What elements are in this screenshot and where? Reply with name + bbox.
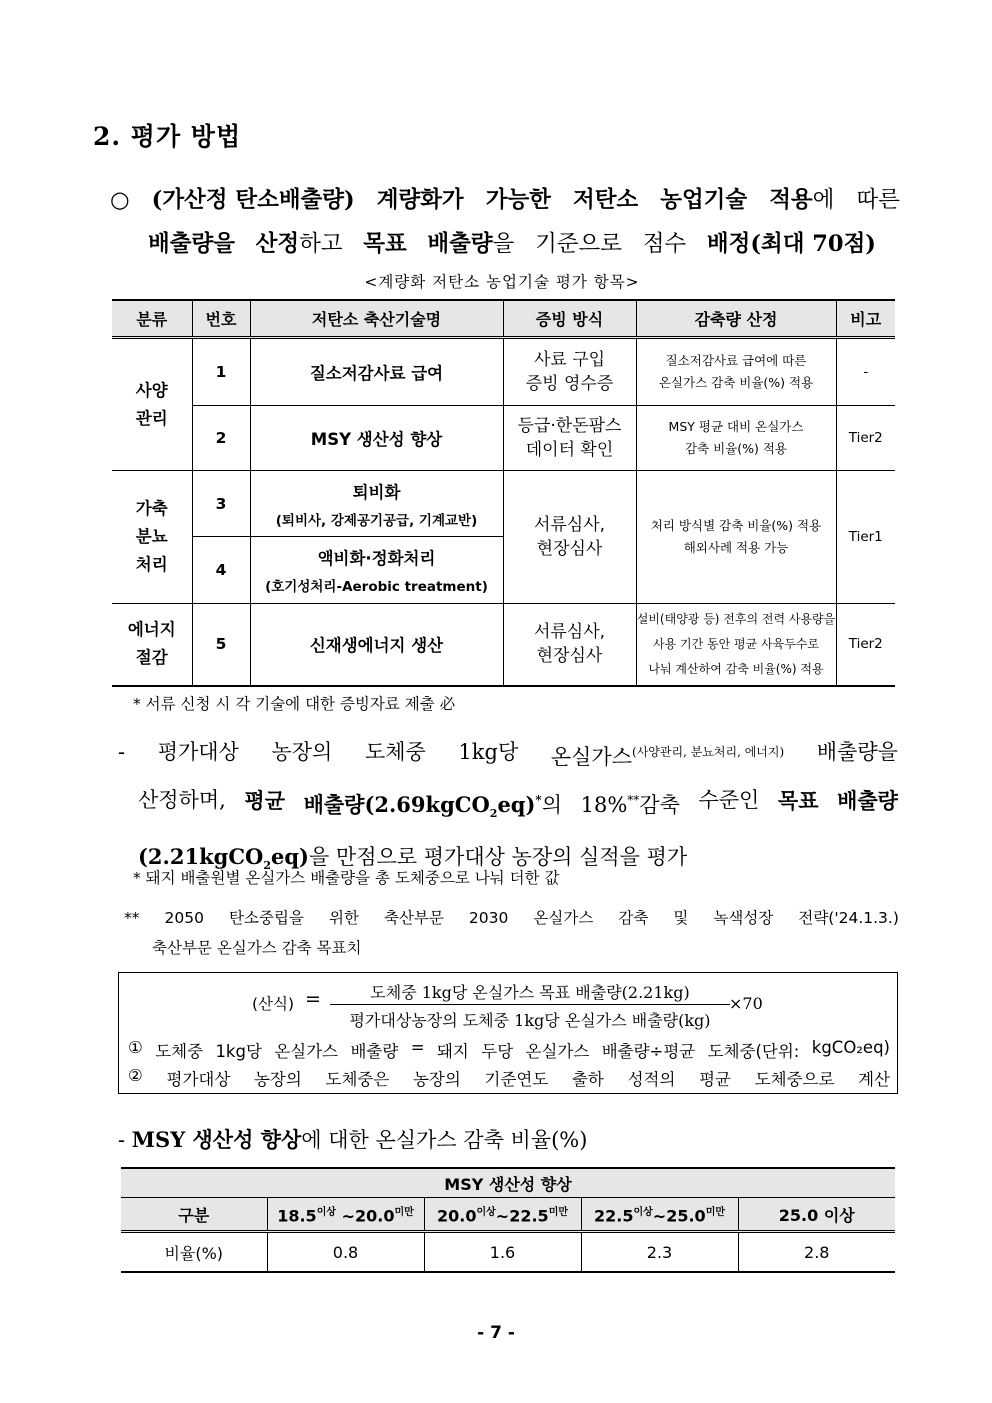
category-cell: 사양 관리 <box>112 338 192 471</box>
dash-marker: - <box>118 740 126 764</box>
word: 도체중 <box>364 740 426 764</box>
word: 따른 <box>856 187 900 213</box>
formula-multiplier: ×70 <box>729 994 763 1013</box>
value-cell: 1.6 <box>424 1232 581 1273</box>
word: 배출량÷평균 <box>601 1042 696 1061</box>
table-title-row <box>121 1168 895 1198</box>
number-cell: 2 <box>192 406 250 471</box>
word: 온실가스 <box>274 1042 339 1061</box>
word: 전략('24.1.3.) <box>798 909 899 927</box>
table-row <box>121 1232 895 1273</box>
word: ② <box>128 1066 143 1085</box>
range-header: $22.5^{이상}\sim 25.0^{미만}$ <box>581 1198 738 1232</box>
column-header: 구분 <box>121 1198 267 1232</box>
formula-equals: = <box>305 988 321 1010</box>
range-header: 25.0 이상 <box>738 1198 895 1232</box>
word: 배출량(2.69kgCO$_2$eq)*의 <box>303 792 562 821</box>
table-header-row <box>121 1198 895 1232</box>
tech-name: 퇴비화 <box>352 482 401 502</box>
evidence-cell: 등급·한돈팜스 데이터 확인 <box>503 406 636 471</box>
row-label: 비율(%) <box>121 1232 267 1273</box>
word: 목표 <box>363 231 407 257</box>
number-cell: 1 <box>192 338 250 406</box>
evaluation-items-table <box>112 299 895 687</box>
word: 평균 <box>699 1070 731 1089</box>
table-caption: <계량화 저탄소 농업기술 평가 항목> <box>364 273 640 291</box>
calc-cell: 설비(태양광 등) 전후의 전력 사용량을 사용 기간 동안 평균 사육두수로 나눠 계산하여 감축 비율(%) 적용 <box>636 604 836 686</box>
word: 기준연도 <box>484 1070 549 1089</box>
note-cell: Tier2 <box>836 604 895 686</box>
word: 평가대상 <box>157 740 239 764</box>
word: ① <box>128 1038 143 1057</box>
word: 출하 <box>571 1070 604 1089</box>
note-cell: Tier1 <box>836 471 895 604</box>
column-header: 증빙 방식 <box>503 300 636 338</box>
note-cell: - <box>836 338 895 406</box>
calc-cell: MSY 평균 대비 온실가스 감축 비율(%) 적용 <box>636 406 836 471</box>
table-row <box>112 604 895 686</box>
line: (2.21kgCO$_2$eq)을 만점으로 평가대상 농장의 실적을 평가 <box>138 844 688 873</box>
tech-name-cell <box>250 471 503 537</box>
word: kgCO₂eq) <box>811 1038 890 1057</box>
formula-label: (산식) <box>252 995 295 1013</box>
range-header: $20.0^{이상}\sim 22.5^{미만}$ <box>424 1198 581 1232</box>
evidence-cell: 서류심사, 현장심사 <box>503 604 636 686</box>
table-row <box>112 406 895 471</box>
formula-denominator: 평가대상농장의 도체중 1kg당 온실가스 배출량(kg) <box>349 1011 711 1030</box>
tech-name-cell: 신재생에너지 생산 <box>250 604 503 686</box>
tech-name-cell: 질소저감사료 급여 <box>250 338 503 406</box>
word: 축산부문 <box>383 909 444 927</box>
evidence-cell: 서류심사, 현장심사 <box>503 471 636 604</box>
word: 저탄소 <box>572 187 639 213</box>
dash-paragraph <box>118 731 898 887</box>
category-cell: 에너지 절감 <box>112 604 192 686</box>
tech-name-cell <box>250 537 503 604</box>
formula-numerator: 도체중 1kg당 온실가스 목표 배출량(2.21kg) <box>370 983 690 1002</box>
calc-cell: 처리 방식별 감축 비율(%) 적용 해외사례 적용 가능 <box>636 471 836 604</box>
word: 및 <box>673 909 689 927</box>
word: 가능한 <box>485 187 551 213</box>
range-header: $18.5^{이상}$ $\sim 20.0^{미만}$ <box>267 1198 424 1232</box>
number-cell: 3 <box>192 471 250 537</box>
word: 2050 <box>164 909 204 927</box>
word: 온실가스$^{(사양관리, 분뇨처리, 에너지)}$ <box>550 745 785 769</box>
fraction-bar <box>330 1004 730 1005</box>
word: 농장의 <box>271 740 333 764</box>
word: 계산 <box>858 1070 890 1089</box>
tech-name-sub: (퇴비사, 강제공기공급, 기계교반) <box>275 512 478 529</box>
footnote <box>124 903 899 963</box>
dash-heading: - MSY 생산성 향상에 대한 온실가스 감축 비율(%) <box>118 1127 588 1152</box>
word: 적용에 <box>769 187 835 213</box>
evidence-cell: 사료 구입 증빙 영수증 <box>503 338 636 406</box>
word: 기준으로 <box>535 231 623 257</box>
table-header-row <box>112 300 895 338</box>
word: 배출량을 <box>816 740 898 764</box>
tech-name-cell: MSY 생산성 향상 <box>250 406 503 471</box>
value-cell: 0.8 <box>267 1232 424 1273</box>
word: 두당 <box>481 1042 514 1061</box>
word: 온실가스 <box>525 1042 590 1061</box>
number-cell: 5 <box>192 604 250 686</box>
word: 도체중으로 <box>754 1070 835 1089</box>
note-cell: Tier2 <box>836 406 895 471</box>
word: (가산정 탄소배출량) <box>151 187 355 213</box>
word: 돼지 <box>436 1042 469 1061</box>
table-row <box>112 338 895 406</box>
section-heading: 2. 평가 방법 <box>93 122 242 151</box>
calc-cell: 질소저감사료 급여에 따른 온실가스 감축 비율(%) 적용 <box>636 338 836 406</box>
word: 1kg당 <box>215 1042 262 1061</box>
formula-note <box>128 1038 890 1062</box>
word: 위한 <box>328 909 359 927</box>
word: 농장의 <box>253 1070 302 1089</box>
word: 목표 <box>777 788 819 813</box>
word: 평가대상 <box>166 1070 231 1089</box>
word: 배출량을 <box>427 231 515 257</box>
value-cell: 2.3 <box>581 1232 738 1273</box>
word: 감축 <box>618 909 649 927</box>
table-footnote: * 서류 신청 시 각 기술에 대한 증빙자료 제출 必 <box>133 695 456 713</box>
value-cell: 2.8 <box>738 1232 895 1273</box>
table-row <box>112 471 895 537</box>
table-title: MSY 생산성 향상 <box>121 1168 895 1198</box>
word: 계량화가 <box>376 187 464 213</box>
column-header: 저탄소 축산기술명 <box>250 300 503 338</box>
category-cell: 가축 분뇨 처리 <box>112 471 192 604</box>
word: 도체중(단위: <box>707 1042 800 1061</box>
formula-note <box>128 1066 890 1090</box>
tech-name-sub: (호기성처리-Aerobic treatment) <box>265 579 488 595</box>
footnote-line: 축산부문 온실가스 감축 목표치 <box>152 939 362 957</box>
bullet-paragraph <box>110 178 900 266</box>
footnote-marker: ** <box>124 909 140 927</box>
word: 배출량 <box>350 1042 399 1061</box>
number-cell: 4 <box>192 537 250 604</box>
tech-name: 액비화·정화처리 <box>317 549 436 568</box>
word: 산정하고 <box>255 231 343 257</box>
word: 배출량을 <box>148 231 235 257</box>
word: 탄소중립을 <box>229 909 304 927</box>
footnote: * 돼지 배출원별 온실가스 배출량을 총 도체중으로 나눠 더한 값 <box>133 869 560 887</box>
msy-reduction-table <box>121 1167 895 1273</box>
column-header: 감축량 산정 <box>636 300 836 338</box>
word: 18%**감축 <box>580 793 680 817</box>
column-header: 번호 <box>192 300 250 338</box>
word: 도체중은 <box>325 1070 390 1089</box>
word: 농업기술 <box>660 187 748 213</box>
word: 1kg당 <box>458 740 519 764</box>
word: 산정하며, <box>138 788 226 812</box>
word: 배정(최대 70점) <box>706 231 876 257</box>
word: 도체중 <box>155 1042 204 1061</box>
bullet-marker: ○ <box>110 187 130 213</box>
word: 2030 <box>468 909 509 927</box>
word: 녹색성장 <box>713 909 774 927</box>
page-number: - 7 - <box>477 1323 515 1343</box>
word: 수준인 <box>698 788 760 812</box>
word: 점수 <box>642 231 687 257</box>
word: 배출량 <box>837 788 898 813</box>
word: 농장의 <box>412 1070 461 1089</box>
word: 온실가스 <box>533 909 594 927</box>
word: 성적의 <box>627 1070 676 1089</box>
word: 평균 <box>244 788 285 813</box>
column-header: 비고 <box>836 300 895 338</box>
column-header: 분류 <box>112 300 192 338</box>
word: = <box>410 1038 425 1057</box>
